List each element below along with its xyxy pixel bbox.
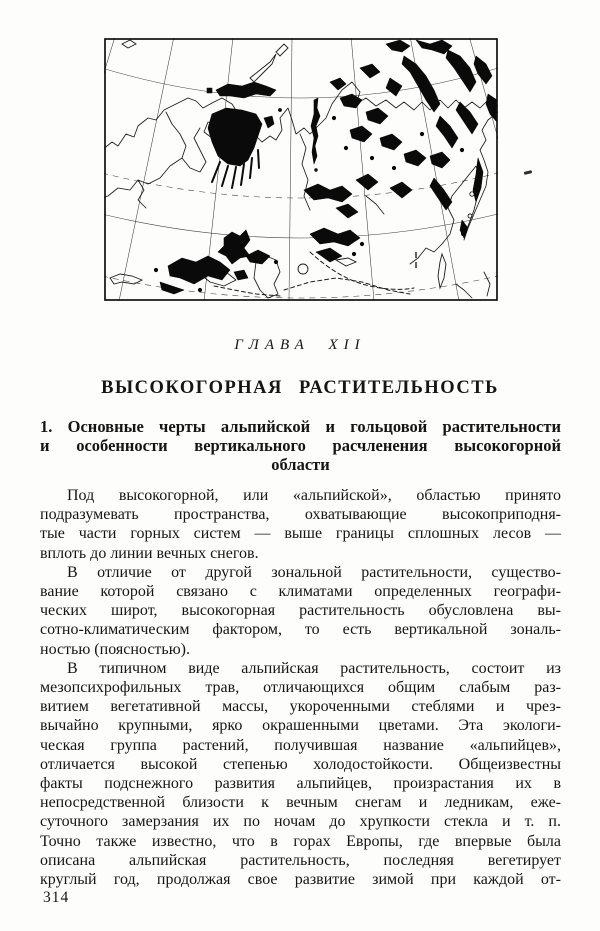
text-line: ческих широт, высокогорная растительность обусловлена вы- [40, 602, 561, 620]
text-line: отличается высокой степенью холодостойкости. Общеизвестны [40, 755, 561, 773]
text-line: вплоть до линии вечных снегов. [40, 544, 259, 562]
text-line: вание которой связано с климатами определенных географи- [40, 583, 561, 601]
text-line: тые части горных систем — выше границы сплошных лесов — [40, 525, 561, 543]
text-line: Точно также известно, что в горах Европы, где впервые была [40, 832, 561, 850]
paragraph [40, 486, 561, 563]
text-line: суточного замерзания их по ночам до хрупкости стекла и т. п. [40, 813, 561, 831]
text-line: вычайно крупными, ярко окрашенными цветами. Эта экологи- [40, 717, 561, 735]
section-heading-line: области [271, 455, 330, 474]
text-line: ностью (поясностью). [40, 640, 190, 658]
map-frame [105, 39, 497, 300]
map-mountain-areas [154, 40, 497, 294]
paragraph [40, 659, 561, 889]
text-line: круглый год, продолжая свое развитие зимой при каждой от- [40, 871, 561, 889]
section-heading-line: 1. Основные черты альпийской и гольцовой растительности [40, 417, 561, 436]
text-line: Под высокогорной, или «альпийской», областью принято [67, 487, 561, 504]
map-graticule [104, 38, 498, 301]
text-line: описана альпийская растительность, последняя вегетирует [40, 851, 561, 869]
map-figure [104, 38, 498, 301]
scan-artifact-speck [524, 170, 532, 175]
paragraph [40, 563, 561, 659]
text-line: сотно-климатическим фактором, то есть вертикальной зональ- [40, 621, 561, 639]
text-line: В типичном виде альпийская растительность, состоит из [67, 659, 561, 677]
text-line: подразумевать пространства, охватывающие высокоприподня- [40, 506, 561, 524]
text-line: витием вегетативной массы, укороченными стеблями и чрез- [40, 698, 561, 716]
map-coastlines [104, 40, 498, 298]
text-line: ческая группа растений, получившая название «альпийцев», [40, 736, 561, 754]
section-heading-line: и особенности вертикального расчленения высокогорной [40, 436, 561, 455]
page-number: 314 [43, 889, 70, 906]
text-line: мезопсихрофильных трав, отличающихся общим слабым раз- [40, 679, 561, 697]
page-title: ВЫСОКОГОРНАЯ РАСТИТЕЛЬНОСТЬ [101, 378, 499, 398]
chapter-label: ГЛАВА XII [234, 337, 366, 353]
text-line: В отличие от другой зональной растительности, существо- [67, 563, 561, 581]
text-line: факты подснежного развития альпийцев, произрастания их в [40, 775, 561, 793]
section-heading [40, 417, 561, 474]
text-line: непосредственной близости к вечным снегам и ледникам, еже- [40, 794, 561, 812]
eurasia-alpine-vegetation-map [104, 38, 498, 301]
body-text [40, 486, 561, 889]
